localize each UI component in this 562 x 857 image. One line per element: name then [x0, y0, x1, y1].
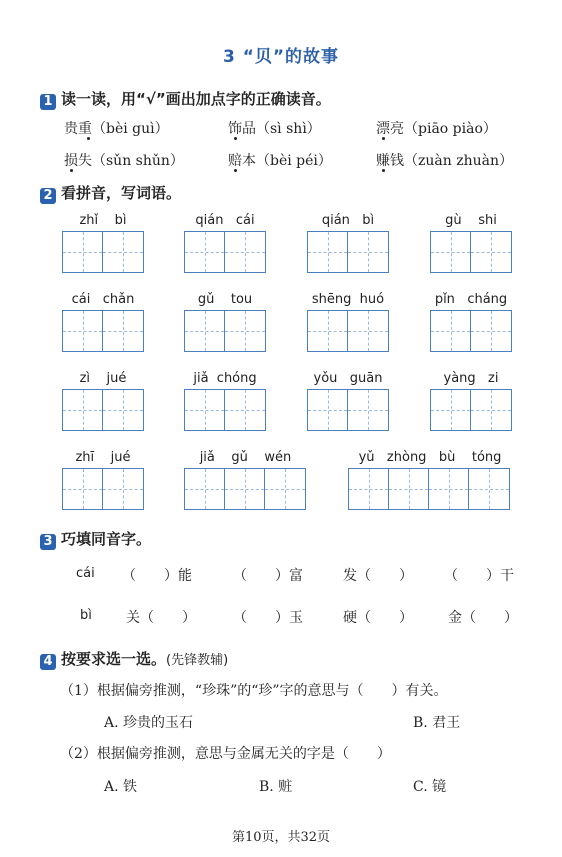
pinyin-label: yǒu guān — [313, 371, 383, 386]
word-item: 饰品（sì shì） — [228, 121, 321, 137]
emphasis-dot — [87, 137, 90, 140]
writing-grid[interactable] — [307, 389, 389, 431]
emphasis-dot — [382, 169, 385, 172]
writing-grid[interactable] — [62, 231, 144, 273]
section-number: 4 — [40, 654, 56, 670]
writing-grid[interactable] — [348, 468, 510, 510]
pinyin-label: cái chǎn — [71, 292, 135, 307]
fill-blank[interactable]: 硬（ ） — [343, 610, 413, 626]
pinyin-label: qián bì — [321, 213, 375, 228]
section-number: 3 — [40, 534, 56, 550]
writing-grid[interactable] — [307, 310, 389, 352]
writing-grid[interactable] — [430, 231, 512, 273]
section-3-heading — [40, 528, 151, 550]
writing-grid[interactable] — [184, 389, 266, 431]
pinyin-label: bì — [80, 608, 92, 623]
writing-grid[interactable] — [184, 468, 306, 510]
pinyin-label: jiǎ gǔ wén — [199, 450, 292, 465]
option-c[interactable]: C. 镜 — [413, 779, 447, 795]
pinyin-label: gù shi — [445, 213, 497, 228]
fill-blank[interactable]: 发（ ） — [343, 568, 413, 584]
writing-grid[interactable] — [184, 231, 266, 273]
section-4-heading — [40, 648, 228, 670]
section-number: 1 — [40, 94, 56, 110]
pinyin-label: shēng huó — [311, 292, 385, 307]
pinyin-label: zì jué — [79, 371, 127, 386]
page-title: 3 “贝”的故事 — [222, 47, 340, 67]
fill-blank[interactable]: 金（ ） — [448, 610, 518, 626]
writing-grid[interactable] — [62, 389, 144, 431]
option-b[interactable]: B. 赃 — [259, 779, 293, 795]
pinyin-label: yàng zi — [443, 371, 499, 386]
section-instruction: 巧填同音字。 — [61, 530, 152, 548]
word-item: 漂亮（piāo piào） — [376, 121, 497, 137]
writing-grid[interactable] — [184, 310, 266, 352]
writing-grid[interactable] — [430, 310, 512, 352]
section-instruction: 按要求选一选。 — [61, 650, 167, 668]
section-instruction: 看拼音，写词语。 — [61, 184, 182, 202]
word-item: 赔本（bèi péi） — [228, 153, 332, 169]
emphasis-dot — [70, 169, 73, 172]
question-2: （2）根据偏旁推测，意思与金属无关的字是（ ） — [60, 746, 391, 762]
section-number: 2 — [40, 188, 56, 204]
pinyin-label: cái — [76, 566, 95, 581]
question-1: （1）根据偏旁推测，“珍珠”的“珍”字的意思与（ ）有关。 — [60, 683, 448, 699]
word-item: 损失（sǔn shǔn） — [64, 153, 184, 169]
pinyin-label: jiǎ chóng — [193, 371, 257, 386]
pinyin-label: yǔ zhòng bù tóng — [358, 450, 502, 465]
emphasis-dot — [234, 137, 237, 140]
pinyin-label: gǔ tou — [197, 292, 253, 307]
word-item: 赚钱（zuàn zhuàn） — [376, 153, 513, 169]
fill-blank[interactable]: 关（ ） — [126, 610, 196, 626]
option-a[interactable]: A. 珍贵的玉石 — [104, 715, 194, 731]
option-b[interactable]: B. 君王 — [413, 715, 461, 731]
source-note: (先锋教辅) — [166, 653, 229, 668]
pinyin-label: zhī jué — [75, 450, 131, 465]
pinyin-label: pǐn cháng — [434, 292, 508, 307]
writing-grid[interactable] — [62, 468, 144, 510]
option-a[interactable]: A. 铁 — [104, 779, 138, 795]
section-instruction: 读一读，用“√”画出加点字的正确读音。 — [61, 90, 331, 108]
emphasis-dot — [234, 169, 237, 172]
emphasis-dot — [382, 137, 385, 140]
section-2-heading — [40, 182, 181, 204]
writing-grid[interactable] — [62, 310, 144, 352]
fill-blank[interactable]: （ ）玉 — [233, 610, 303, 626]
fill-blank[interactable]: （ ）富 — [233, 568, 303, 584]
word-item: 贵重（bèi guì） — [64, 121, 169, 137]
page-footer: 第10页，共32页 — [231, 830, 331, 845]
section-1-heading — [40, 88, 331, 110]
pinyin-label: zhǐ bì — [79, 213, 127, 228]
writing-grid[interactable] — [430, 389, 512, 431]
pinyin-label: qián cái — [195, 213, 255, 228]
writing-grid[interactable] — [307, 231, 389, 273]
fill-blank[interactable]: （ ）干 — [444, 568, 514, 584]
fill-blank[interactable]: （ ）能 — [122, 568, 192, 584]
